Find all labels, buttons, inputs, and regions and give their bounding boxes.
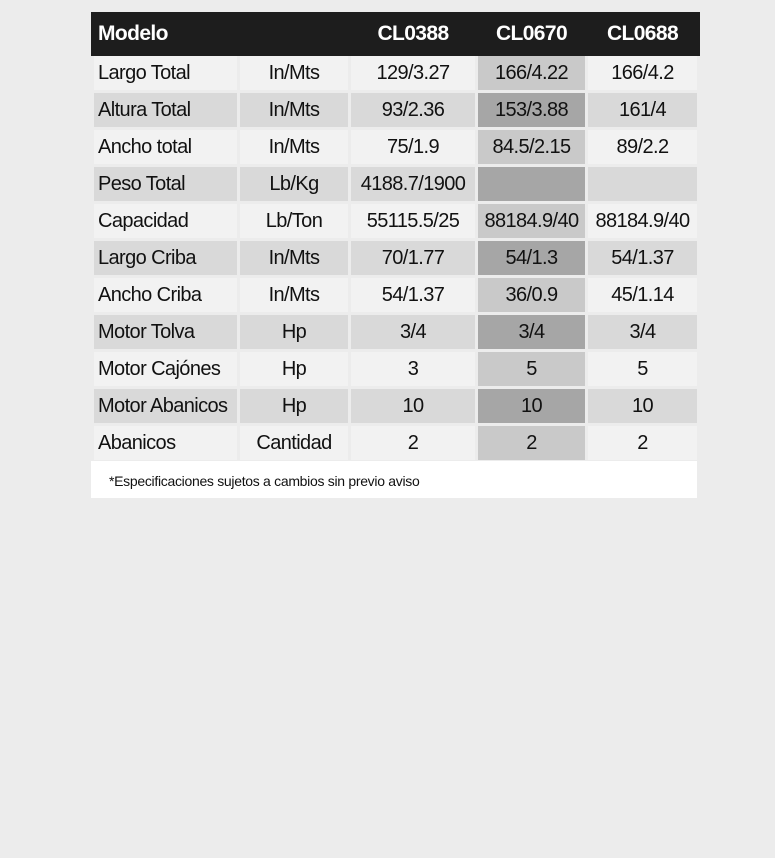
row-unit: Lb/Ton (239, 203, 350, 240)
cell-model-3: 89/2.2 (587, 129, 699, 166)
cell-model-1: 93/2.36 (350, 92, 477, 129)
cell-model-2: 3/4 (477, 314, 587, 351)
cell-model-3: 166/4.2 (587, 55, 699, 92)
table-row (93, 203, 699, 240)
cell-model-3: 45/1.14 (587, 277, 699, 314)
header-model-1: CL0388 (350, 14, 477, 55)
cell-model-3: 10 (587, 388, 699, 425)
table-row (93, 92, 699, 129)
cell-model-1: 129/3.27 (350, 55, 477, 92)
row-label: Motor Cajónes (93, 351, 239, 388)
row-unit: In/Mts (239, 92, 350, 129)
row-label: Motor Tolva (93, 314, 239, 351)
cell-model-2: 88184.9/40 (477, 203, 587, 240)
row-label: Ancho total (93, 129, 239, 166)
row-unit: In/Mts (239, 55, 350, 92)
row-unit: Hp (239, 314, 350, 351)
cell-model-2: 54/1.3 (477, 240, 587, 277)
table-row (93, 388, 699, 425)
row-unit: Lb/Kg (239, 166, 350, 203)
header-unit (239, 14, 350, 55)
cell-model-3: 54/1.37 (587, 240, 699, 277)
spec-table (91, 12, 700, 463)
row-label: Motor Abanicos (93, 388, 239, 425)
table-row (93, 314, 699, 351)
row-label: Abanicos (93, 425, 239, 462)
table-row (93, 129, 699, 166)
table-row (93, 166, 699, 203)
row-label: Peso Total (93, 166, 239, 203)
row-label: Ancho Criba (93, 277, 239, 314)
cell-model-1: 3 (350, 351, 477, 388)
header-row (93, 14, 699, 55)
cell-model-3 (587, 166, 699, 203)
cell-model-3: 161/4 (587, 92, 699, 129)
cell-model-2: 2 (477, 425, 587, 462)
table-row (93, 351, 699, 388)
row-unit: Hp (239, 388, 350, 425)
cell-model-3: 3/4 (587, 314, 699, 351)
cell-model-1: 4188.7/1900 (350, 166, 477, 203)
header-model-2: CL0670 (477, 14, 587, 55)
cell-model-1: 75/1.9 (350, 129, 477, 166)
cell-model-1: 54/1.37 (350, 277, 477, 314)
cell-model-2: 5 (477, 351, 587, 388)
cell-model-2: 84.5/2.15 (477, 129, 587, 166)
row-unit: Cantidad (239, 425, 350, 462)
cell-model-1: 70/1.77 (350, 240, 477, 277)
header-model-3: CL0688 (587, 14, 699, 55)
disclaimer-footnote: *Especificaciones sujetos a cambios sin previo aviso (91, 461, 697, 498)
table-row (93, 240, 699, 277)
cell-model-2: 153/3.88 (477, 92, 587, 129)
cell-model-3: 2 (587, 425, 699, 462)
cell-model-1: 3/4 (350, 314, 477, 351)
row-label: Altura Total (93, 92, 239, 129)
cell-model-3: 5 (587, 351, 699, 388)
row-unit: In/Mts (239, 129, 350, 166)
row-label: Capacidad (93, 203, 239, 240)
cell-model-2: 10 (477, 388, 587, 425)
row-label: Largo Total (93, 55, 239, 92)
table-row (93, 425, 699, 462)
cell-model-1: 2 (350, 425, 477, 462)
cell-model-2: 166/4.22 (477, 55, 587, 92)
row-unit: In/Mts (239, 277, 350, 314)
header-label: Modelo (93, 14, 239, 55)
table-row (93, 277, 699, 314)
cell-model-1: 55115.5/25 (350, 203, 477, 240)
row-unit: Hp (239, 351, 350, 388)
cell-model-2: 36/0.9 (477, 277, 587, 314)
row-unit: In/Mts (239, 240, 350, 277)
cell-model-3: 88184.9/40 (587, 203, 699, 240)
table-row (93, 55, 699, 92)
row-label: Largo Criba (93, 240, 239, 277)
cell-model-1: 10 (350, 388, 477, 425)
cell-model-2 (477, 166, 587, 203)
